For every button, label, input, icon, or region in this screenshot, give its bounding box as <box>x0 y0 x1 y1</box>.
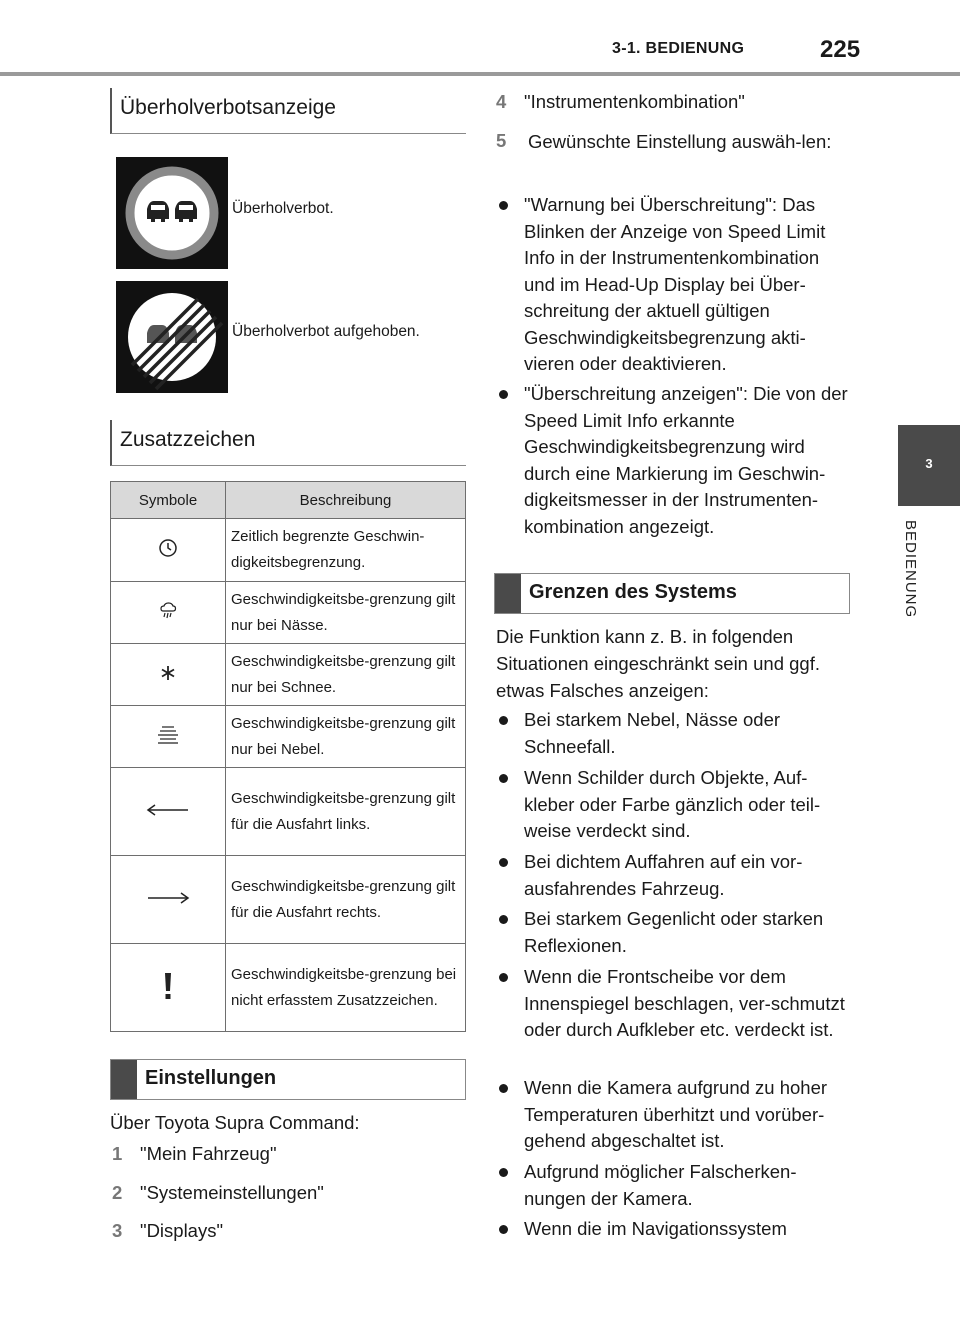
row-description: Geschwindigkeitsbe-grenzung gilt nur bei Nässe. <box>226 582 466 644</box>
bullet-text: Bei dichtem Auffahren auf ein vor-ausfahrendes Fahrzeug. <box>524 851 803 899</box>
table-row <box>111 856 466 944</box>
step-item <box>112 1179 324 1206</box>
row-description: Zeitlich begrenzte Geschwin-digkeitsbegrenzung. <box>226 519 466 582</box>
table-row <box>111 644 466 706</box>
step-number: 2 <box>112 1182 123 1203</box>
bullet-item <box>496 1075 850 1155</box>
bullet-item <box>496 765 850 845</box>
bullet-item <box>496 707 850 760</box>
step-text: "Instrumentenkombination" <box>524 91 745 112</box>
section-marker <box>495 574 521 613</box>
section-heading-text: Einstellungen <box>145 1067 277 1089</box>
settings-intro: Über Toyota Supra Command: <box>110 1112 360 1133</box>
step-text: "Mein Fahrzeug" <box>140 1143 277 1164</box>
row-description: Geschwindigkeitsbe-grenzung bei nicht erfasstem Zusatzzeichen. <box>226 944 466 1032</box>
bullet-item <box>496 906 850 959</box>
clock-icon <box>158 545 178 562</box>
page-number: 225 <box>820 36 861 63</box>
bullet-text: Bei starkem Gegenlicht oder starken Reflexionen. <box>524 908 824 956</box>
section-heading-settings <box>110 1059 466 1100</box>
step-number: 3 <box>112 1220 123 1241</box>
subheading-overtake: Überholverbotsanzeige <box>110 88 466 134</box>
bullet-icon <box>499 390 508 399</box>
bullet-icon <box>499 915 508 924</box>
arrow-right-icon <box>146 892 190 909</box>
bullet-text: Wenn die Kamera aufgrund zu hoher Temperaturen überhitzt und vorüber-gehend abgeschaltet ist. <box>524 1077 828 1151</box>
step-number: 5 <box>496 130 507 151</box>
chapter-label: BEDIENUNG <box>902 520 919 619</box>
step-text: "Systemeinstellungen" <box>140 1182 324 1203</box>
sign-caption-overtaking-ban: Überholverbot. <box>232 200 334 217</box>
row-description: Geschwindigkeitsbe-grenzung gilt nur bei Schnee. <box>226 644 466 706</box>
bullet-icon <box>499 1168 508 1177</box>
bullet-text: "Überschreitung anzeigen": Die von der Speed Limit Info erkannte Geschwindigkeitsbegrenzung wird durch eine Markierung im Geschwin-digkeitsmesser in der Instrumenten-kombination angezeigt. <box>524 383 848 537</box>
limits-intro: Die Funktion kann z. B. in folgenden Situationen eingeschränkt sein und ggf. etwas Falsches anzeigen: <box>496 626 820 701</box>
step-text: Gewünschte Einstellung auswäh-len: <box>528 131 832 152</box>
bullet-icon <box>499 858 508 867</box>
bullet-item <box>496 1159 850 1212</box>
bullet-item <box>496 964 850 1044</box>
section-heading-text: Grenzen des Systems <box>529 581 737 603</box>
step-item <box>496 88 745 115</box>
bullet-text: Wenn die im Navigationssystem <box>524 1218 787 1239</box>
table-row <box>111 582 466 644</box>
bullet-item <box>496 192 850 378</box>
snowflake-icon <box>158 670 178 687</box>
bullet-text: "Warnung bei Überschreitung": Das Blinken der Anzeige von Speed Limit Info in der Instrumentenkombination und im Head-Up Display bei Über-schreitung der aktuell gültigen Geschwindigkeitsbegrenzung akti-vieren oder deaktivieren. <box>524 194 826 374</box>
bullet-item <box>496 849 850 902</box>
chapter-number: 3 <box>925 456 933 471</box>
subheading-additional-signs: Zusatzzeichen <box>110 420 466 466</box>
section-heading-limits <box>494 573 850 614</box>
table-row <box>111 768 466 856</box>
bullet-item <box>496 1216 850 1243</box>
arrow-left-icon <box>146 804 190 821</box>
symbols-table <box>110 481 466 1032</box>
bullet-icon <box>499 201 508 210</box>
bullet-text: Wenn die Frontscheibe vor dem Innenspiegel beschlagen, ver-schmutzt oder durch Aufkleber etc. verdeckt ist. <box>524 966 845 1040</box>
section-title: 3-1. BEDIENUNG <box>612 40 745 57</box>
step-text: "Displays" <box>140 1220 224 1241</box>
row-description: Geschwindigkeitsbe-grenzung gilt nur bei Nebel. <box>226 706 466 768</box>
step-item <box>112 1140 277 1167</box>
no-overtaking-sign-icon <box>116 157 228 269</box>
column-header-symbols: Symbole <box>111 482 226 519</box>
fog-icon <box>156 733 180 750</box>
step-item <box>496 127 836 157</box>
step-number: 4 <box>496 91 507 112</box>
table-row <box>111 944 466 1032</box>
table-row <box>111 706 466 768</box>
table-row <box>111 519 466 582</box>
bullet-text: Bei starkem Nebel, Nässe oder Schneefall. <box>524 709 781 757</box>
sign-caption-overtaking-ban-lifted: Überholverbot aufgehoben. <box>232 323 420 340</box>
bullet-icon <box>499 1225 508 1234</box>
row-description: Geschwindigkeitsbe-grenzung gilt für die Ausfahrt links. <box>226 768 466 856</box>
end-no-overtaking-sign-icon <box>116 281 228 393</box>
bullet-text: Aufgrund möglicher Falscherken-nungen der Kamera. <box>524 1161 797 1209</box>
bullet-icon <box>499 973 508 982</box>
rain-icon <box>158 608 178 625</box>
column-header-description: Beschreibung <box>226 482 466 519</box>
bullet-icon <box>499 1084 508 1093</box>
bullet-icon <box>499 716 508 725</box>
row-description: Geschwindigkeitsbe-grenzung gilt für die Ausfahrt rechts. <box>226 856 466 944</box>
step-item <box>112 1217 223 1244</box>
bullet-icon <box>499 774 508 783</box>
header-rule <box>0 72 960 76</box>
bullet-item <box>496 381 850 540</box>
exclamation-icon <box>163 988 173 1005</box>
step-number: 1 <box>112 1143 123 1164</box>
bullet-text: Wenn Schilder durch Objekte, Auf-kleber oder Farbe gänzlich oder teil-weise verdeckt sind. <box>524 767 821 841</box>
section-marker <box>111 1060 137 1099</box>
